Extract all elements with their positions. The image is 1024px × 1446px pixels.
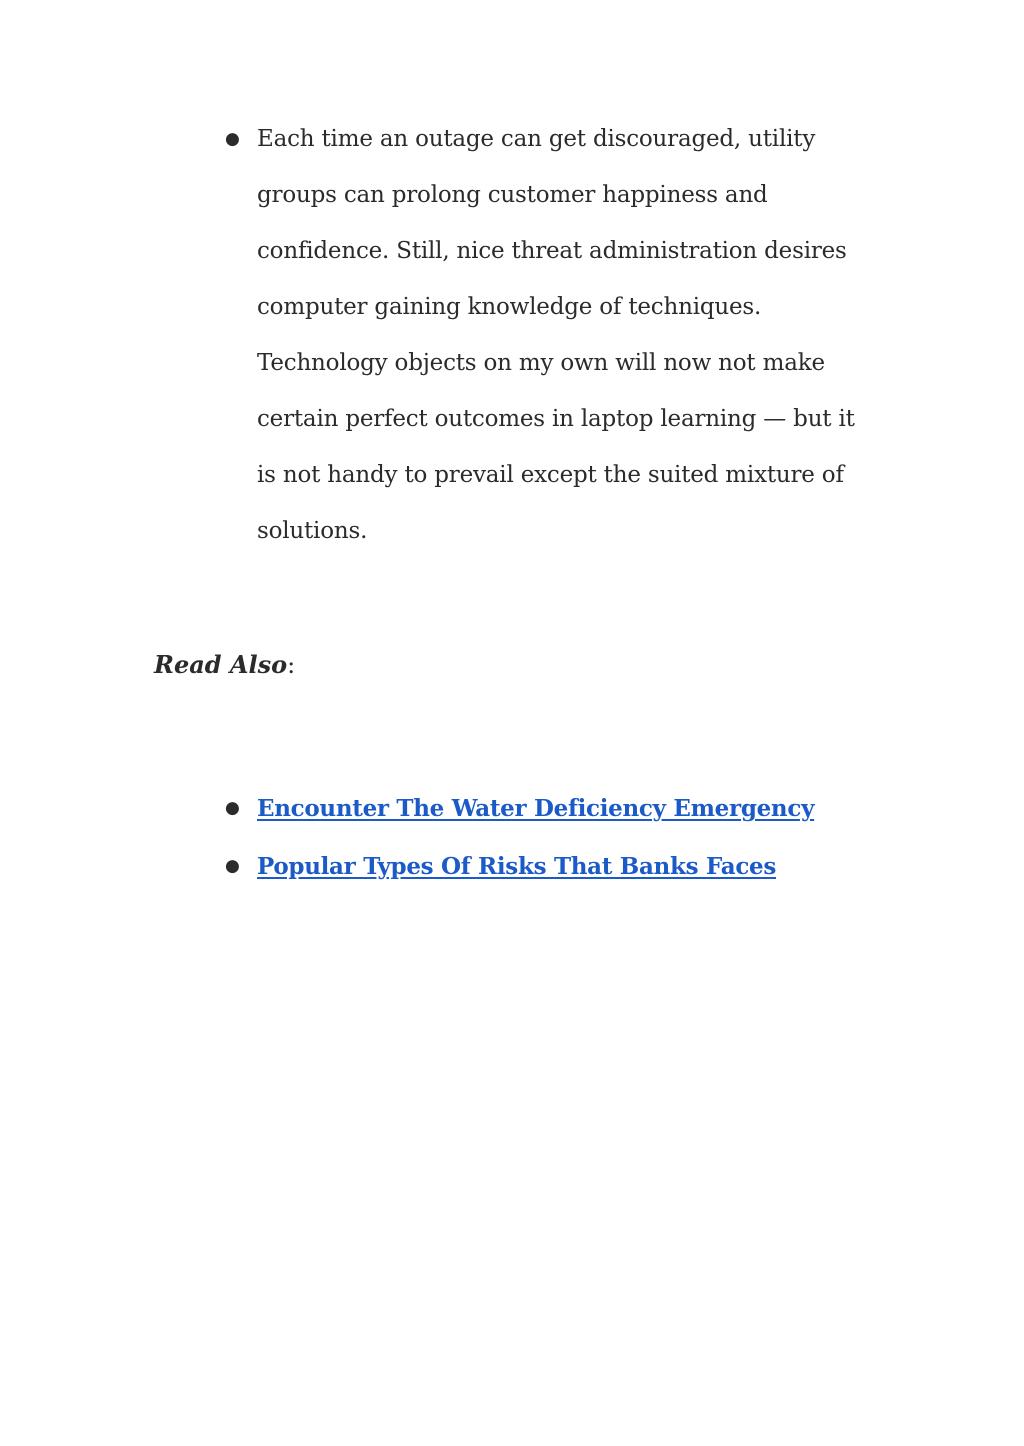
bullet-icon: ●	[225, 856, 240, 876]
read-also-heading	[154, 645, 295, 685]
link-bank-risks[interactable]: Popular Types Of Risks That Banks Faces	[257, 853, 777, 880]
list-item	[225, 111, 875, 559]
link-water-deficiency[interactable]: Encounter The Water Deficiency Emergency	[257, 795, 815, 822]
read-also-links	[225, 780, 925, 896]
list-item	[225, 780, 925, 838]
read-also-label: Read Also	[154, 650, 288, 679]
bullet-icon: ●	[225, 798, 240, 818]
body-bullet-list	[225, 111, 875, 559]
bullet-icon: ●	[225, 129, 240, 149]
body-paragraph: Each time an outage can get discouraged, utility groups can prolong customer happiness and confidence. Still, nice threat administration desires computer gaining knowledge of techniques. Technology objects on my own will now not make certain perfect outcomes in laptop learning — but it is not handy to prevail except the suited mixture of solutions.	[257, 126, 855, 544]
read-also-colon: :	[287, 651, 296, 679]
list-item	[225, 838, 925, 896]
